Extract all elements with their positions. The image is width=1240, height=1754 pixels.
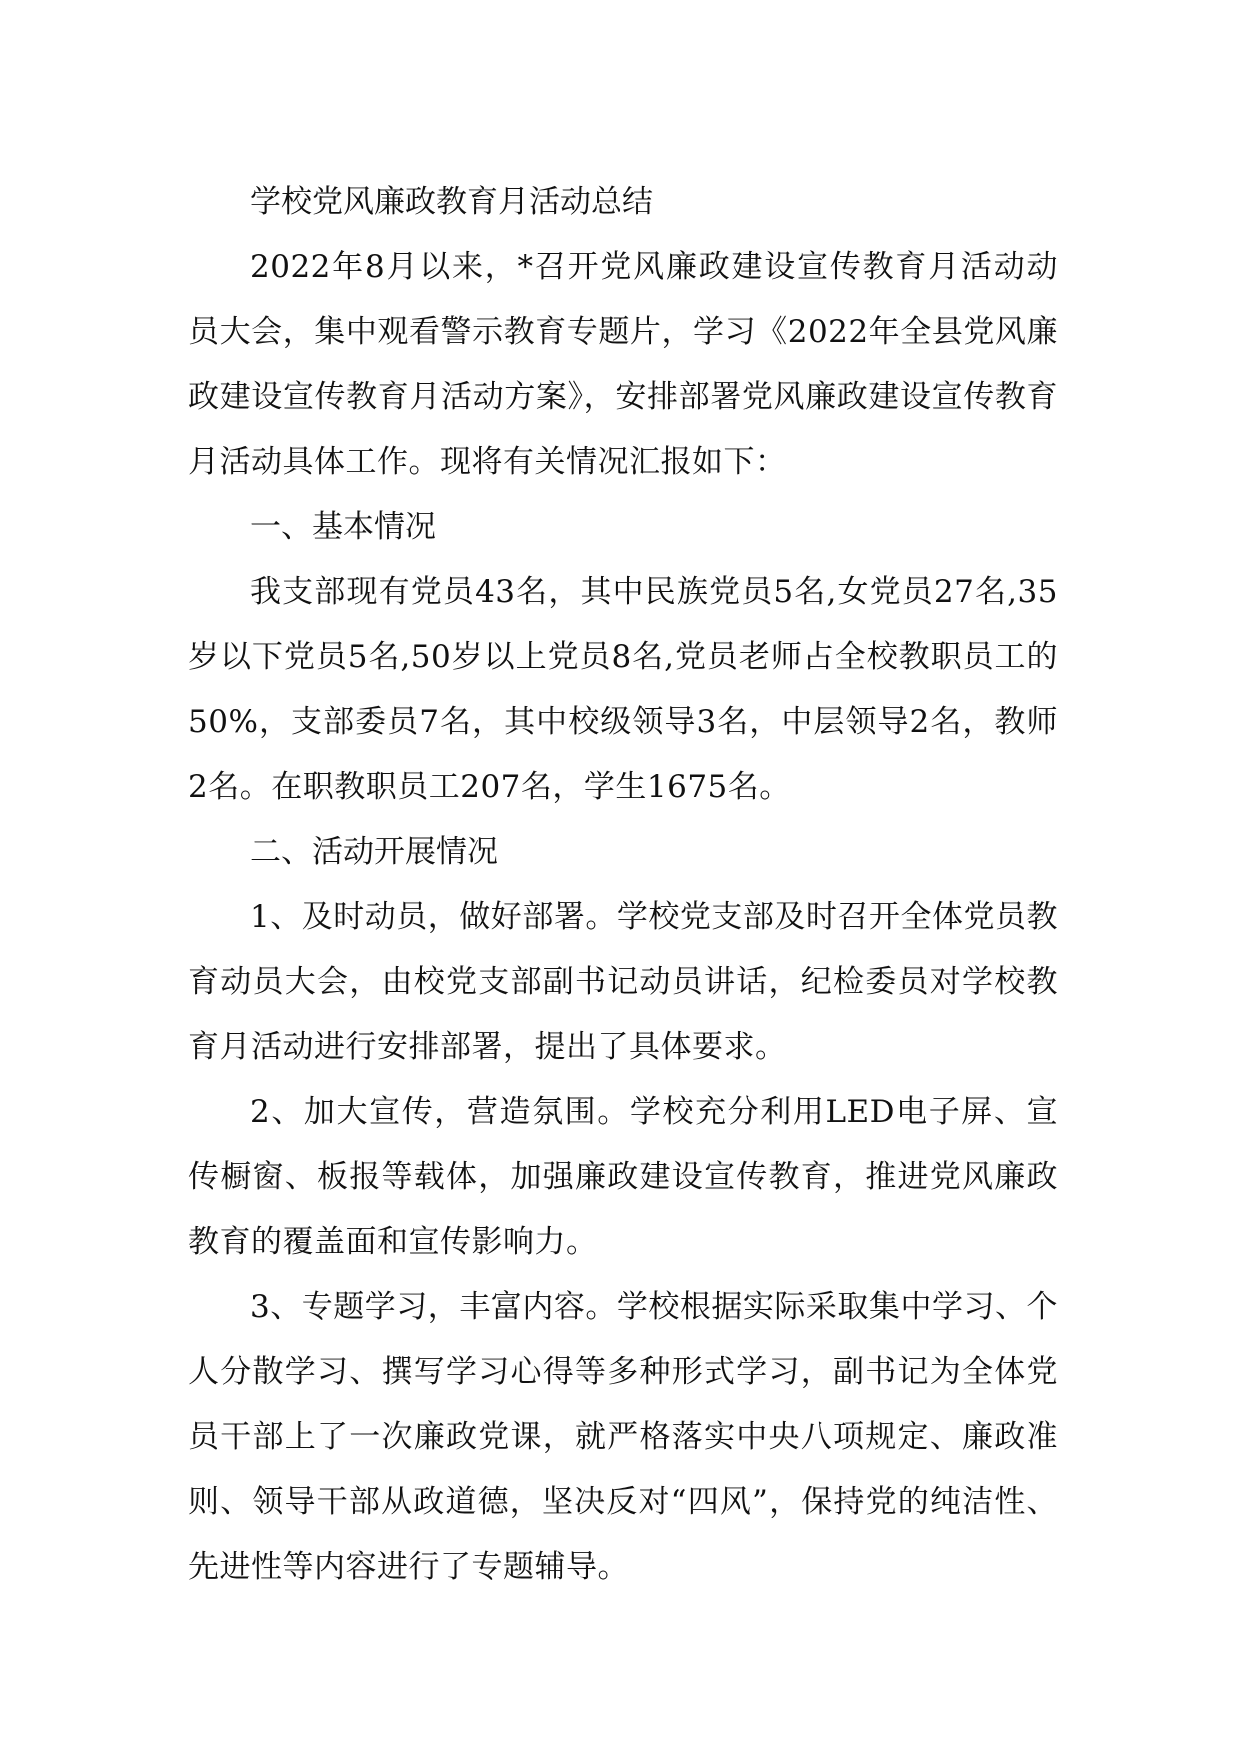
intro-paragraph: 2022年8月以来，*召开党风廉政建设宣传教育月活动动员大会，集中观看警示教育专题片，学习《2022年全县党风廉政建设宣传教育月活动方案》，安排部署党风廉政建设宣传教育月活动具体工作。现将有关情况汇报如下： [188, 249, 1058, 480]
activity-item-1: 1、及时动员，做好部署。学校党支部及时召开全体党员教育动员大会，由校党支部副书记动员讲话，纪检委员对学校教育月活动进行安排部署，提出了具体要求。 [188, 899, 1058, 1065]
document-body [188, 170, 1058, 1600]
section-heading-activities: 二、活动开展情况 [250, 834, 498, 870]
activity-item-2: 2、加大宣传，营造氛围。学校充分利用LED电子屏、宣传橱窗、板报等载体，加强廉政建设宣传教育，推进党风廉政教育的覆盖面和宣传影响力。 [188, 1094, 1058, 1260]
document-title: 学校党风廉政教育月活动总结 [250, 184, 653, 220]
activity-item-3: 3、专题学习，丰富内容。学校根据实际采取集中学习、个人分散学习、撰写学习心得等多种形式学习，副书记为全体党员干部上了一次廉政党课，就严格落实中央八项规定、廉政准则、领导干部从政道德，坚决反对“四风”，保持党的纯洁性、先进性等内容进行了专题辅导。 [188, 1289, 1058, 1585]
basic-info-paragraph: 我支部现有党员43名，其中民族党员5名,女党员27名,35岁以下党员5名,50岁以上党员8名,党员老师占全校教职员工的50%，支部委员7名，其中校级领导3名，中层领导2名，教师2名。在职教职员工207名，学生1675名。 [188, 574, 1058, 805]
section-heading-basic: 一、基本情况 [250, 509, 436, 545]
